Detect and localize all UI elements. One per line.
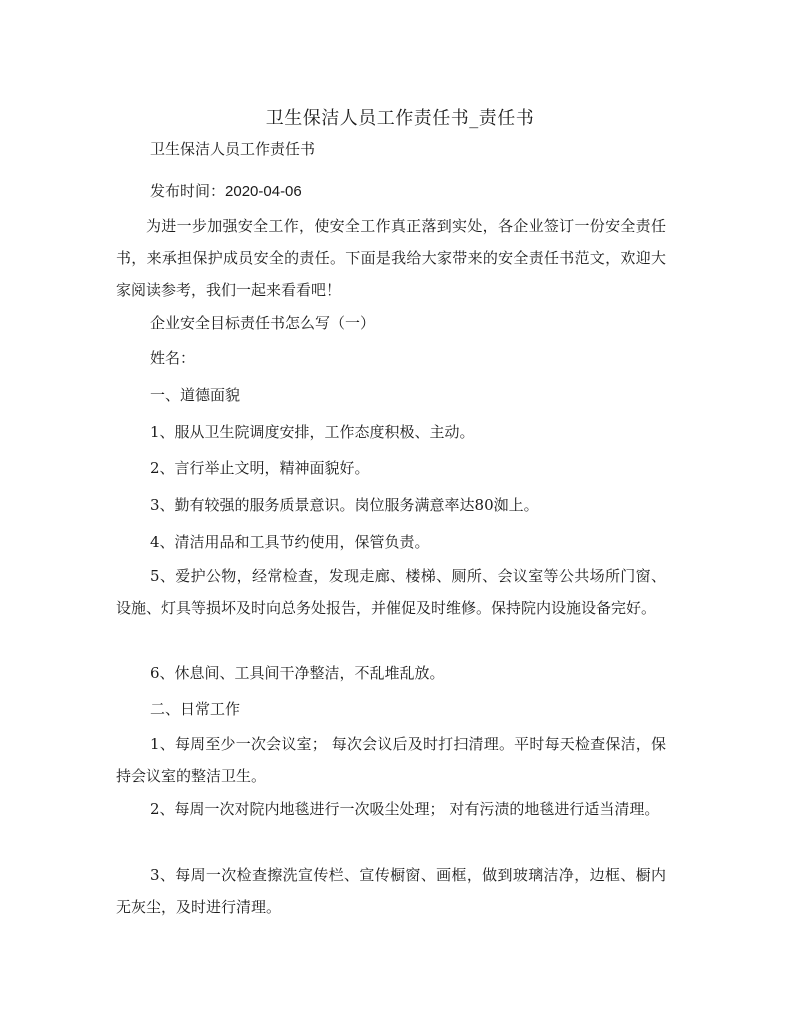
part1-item-6: 6、休息间、工具间干净整洁，不乱堆乱放。 xyxy=(150,664,445,682)
part1-item-3: 3、勤有较强的服务质景意识。岗位服务满意率达80洳上。 xyxy=(150,496,539,514)
name-field-label: 姓名： xyxy=(150,349,196,367)
section-heading: 企业安全目标责任书怎么写（一） xyxy=(150,314,376,332)
part1-item-5: 5、爱护公物，经常检查，发现走廊、楼梯、厕所、会议室等公共场所门窗、设施、灯具等损坏及时向总务处报告，并催促及时维修。保持院内设施设备完好。 xyxy=(116,567,666,617)
part2-item-2: 2、每周一次对院内地毯进行一次吸尘处理； 对有污渍的地毯进行适当清理。 xyxy=(150,800,660,818)
part2-item-3: 3、每周一次检查擦洗宣传栏、宣传橱窗、画框，做到玻璃洁净，边框、橱内无灰尘，及时进行清理。 xyxy=(116,866,666,916)
part2-heading: 二、日常工作 xyxy=(150,700,241,718)
part1-heading: 一、道德面貌 xyxy=(150,386,241,404)
publish-info xyxy=(150,180,302,203)
document-title: 卫生保洁人员工作责任书_责任书 xyxy=(265,108,535,129)
part1-item-1: 1、服从卫生院调度安排，工作态度积极、主动。 xyxy=(150,423,475,441)
document-subtitle: 卫生保洁人员工作责任书 xyxy=(150,140,316,158)
part1-item-2: 2、言行举止文明，精神面貌好。 xyxy=(150,459,370,477)
part1-item-4: 4、清洁用品和工具节约使用，保管负责。 xyxy=(150,533,430,551)
publish-label: 发布时间： xyxy=(150,182,226,200)
publish-date: 2020-04-06 xyxy=(225,183,302,200)
intro-paragraph: 为进一步加强安全工作，使安全工作真正落到实处，各企业签订一份安全责任书，来承担保护成员安全的责任。下面是我给大家带来的安全责任书范文，欢迎大家阅读参考，我们一起来看看吧！ xyxy=(116,217,666,299)
part2-item-1: 1、每周至少一次会议室； 每次会议后及时打扫清理。平时每天检查保洁，保持会议室的整洁卫生。 xyxy=(116,735,666,785)
